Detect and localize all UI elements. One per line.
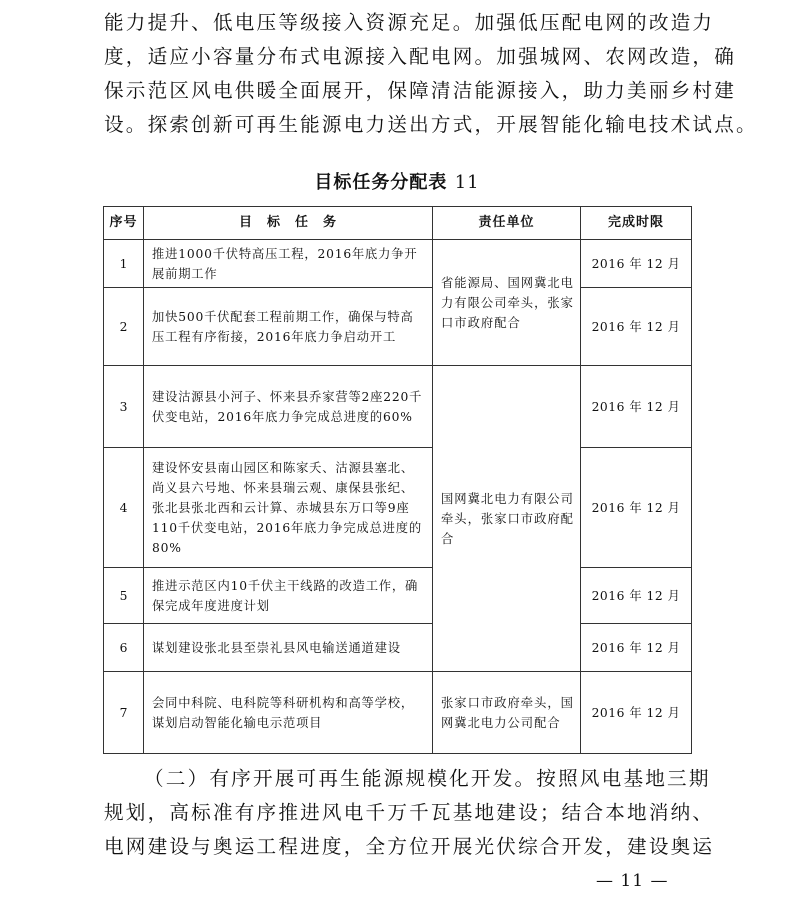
row-index: 4: [104, 448, 144, 568]
row-deadline: 2016 年 12 月: [581, 448, 692, 568]
row-deadline: 2016 年 12 月: [581, 624, 692, 672]
table-row: [104, 672, 692, 754]
table-row: [104, 288, 692, 366]
text-line: 规划，高标准有序推进风电千万千瓦基地建设；结合本地消纳、: [104, 801, 715, 824]
row-deadline: 2016 年 12 月: [581, 366, 692, 448]
table-title-text: 目标任务分配表: [314, 172, 448, 193]
row-index: 2: [104, 288, 144, 366]
row-task: 建设沽源县小河子、怀来县乔家营等2座220千伏变电站，2016年底力争完成总进度的60%: [144, 366, 433, 448]
row-index: 1: [104, 240, 144, 288]
row-index: 6: [104, 624, 144, 672]
row-unit: 张家口市政府牵头，国网冀北电力公司配合: [433, 672, 581, 754]
table-row: [104, 448, 692, 568]
task-allocation-table: [103, 206, 692, 754]
row-task: 加快500千伏配套工程前期工作，确保与特高压工程有序衔接，2016年底力争启动开工: [144, 288, 433, 366]
row-unit: 省能源局、国网冀北电力有限公司牵头，张家口市政府配合: [433, 240, 581, 366]
row-index: 5: [104, 568, 144, 624]
text-line: 设。探索创新可再生能源电力送出方式，开展智能化输电技术试点。: [104, 113, 758, 136]
row-task: 谋划建设张北县至崇礼县风电输送通道建设: [144, 624, 433, 672]
table-row: [104, 366, 692, 448]
table-row: [104, 568, 692, 624]
header-task: 目 标 任 务: [144, 207, 433, 240]
table-header-row: [104, 207, 692, 240]
text-line: 度，适应小容量分布式电源接入配电网。加强城网、农网改造，确: [104, 45, 737, 68]
table-title-number: 11: [454, 172, 480, 193]
row-task: 推进示范区内10千伏主干线路的改造工作，确保完成年度进度计划: [144, 568, 433, 624]
table-row: [104, 240, 692, 288]
section-heading-line: （二）有序开展可再生能源规模化开发。按照风电基地三期: [144, 767, 711, 790]
body-paragraph-bottom: [104, 762, 715, 864]
body-paragraph-top: [104, 6, 758, 142]
row-unit: 国网冀北电力有限公司牵头，张家口市政府配合: [433, 366, 581, 672]
row-deadline: 2016 年 12 月: [581, 288, 692, 366]
row-deadline: 2016 年 12 月: [581, 240, 692, 288]
row-task: 推进1000千伏特高压工程，2016年底力争开展前期工作: [144, 240, 433, 288]
row-task: 会同中科院、电科院等科研机构和高等学校，谋划启动智能化输电示范项目: [144, 672, 433, 754]
text-line: 能力提升、低电压等级接入资源充足。加强低压配电网的改造力: [104, 11, 715, 34]
header-unit: 责任单位: [433, 207, 581, 240]
row-index: 7: [104, 672, 144, 754]
page-number: — 11 —: [596, 871, 669, 891]
text-line: 电网建设与奥运工程进度，全方位开展光伏综合开发，建设奥运: [104, 835, 715, 858]
header-deadline: 完成时限: [581, 207, 692, 240]
header-index: 序号: [104, 207, 144, 240]
row-index: 3: [104, 366, 144, 448]
table-title: [0, 168, 794, 194]
row-deadline: 2016 年 12 月: [581, 568, 692, 624]
table-row: [104, 624, 692, 672]
row-task: 建设怀安县南山园区和陈家夭、沽源县塞北、尚义县六号地、怀来县瑞云观、康保县张纪、张北县张北西和云计算、赤城县东万口等9座110千伏变电站，2016年底力争完成总进度的80%: [144, 448, 433, 568]
text-line: 保示范区风电供暖全面展开，保障清洁能源接入，助力美丽乡村建: [104, 79, 737, 102]
row-deadline: 2016 年 12 月: [581, 672, 692, 754]
